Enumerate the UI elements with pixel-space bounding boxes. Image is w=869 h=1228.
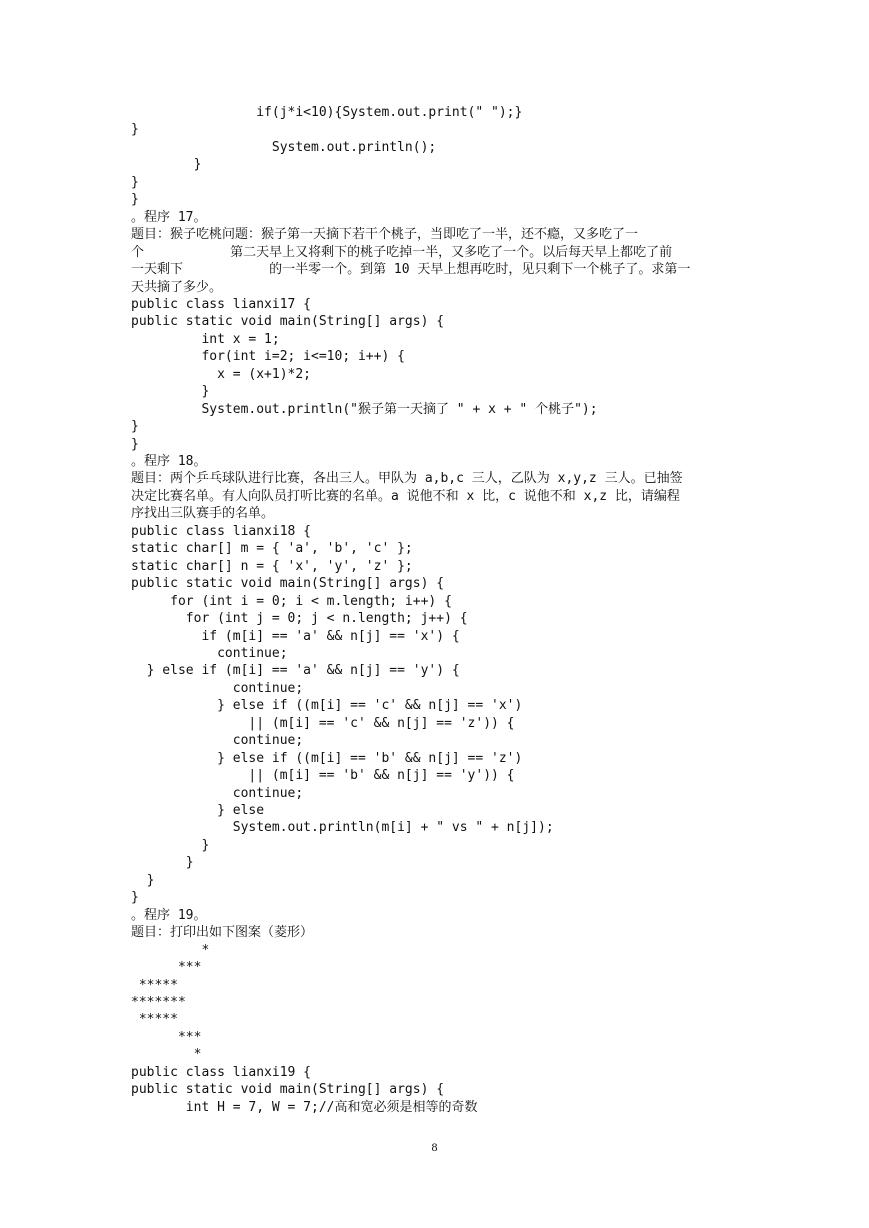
text-line: continue;	[131, 733, 304, 749]
text-line: public class lianxi18 {	[131, 523, 312, 539]
text-line: 。程序 19。	[131, 907, 207, 923]
text-line: continue;	[131, 680, 304, 696]
text-line: public static void main(String[] args) {	[131, 1082, 445, 1098]
text-line: }	[131, 872, 155, 888]
text-line: }	[131, 174, 139, 190]
text-line: || (m[i] == 'c' && n[j] == 'z')) {	[131, 715, 515, 731]
text-line: }	[131, 855, 194, 871]
text-line: }	[131, 436, 139, 452]
text-line: 。程序 17。	[131, 209, 207, 225]
text-line: ***	[131, 1029, 202, 1045]
text-line: public static void main(String[] args) {	[131, 314, 445, 330]
text-line: int H = 7, W = 7;//高和宽必须是相等的奇数	[131, 1099, 478, 1115]
text-line: x = (x+1)*2;	[131, 366, 312, 382]
text-line: }	[131, 837, 210, 853]
text-line: public class lianxi19 {	[131, 1064, 312, 1080]
text-line: } else if ((m[i] == 'b' && n[j] == 'z')	[131, 750, 523, 766]
text-line: }	[131, 384, 210, 400]
text-line: public class lianxi17 {	[131, 296, 312, 312]
text-line: continue;	[131, 645, 288, 661]
text-line: }	[131, 192, 139, 208]
text-line: *	[131, 942, 210, 958]
text-line: 题目：打印出如下图案（菱形）	[131, 925, 314, 941]
text-line: if(j*i<10){System.out.print(" ");}	[131, 105, 523, 120]
text-line: *****	[131, 1012, 178, 1028]
text-line: static char[] m = { 'a', 'b', 'c' };	[131, 541, 413, 557]
text-line: || (m[i] == 'b' && n[j] == 'y')) {	[131, 768, 515, 784]
text-line: } else	[131, 803, 265, 818]
text-line: for(int i=2; i<=10; i++) {	[131, 349, 405, 365]
text-line: }	[131, 157, 202, 173]
text-line: continue;	[131, 785, 304, 801]
text-line: System.out.println(m[i] + " vs " + n[j]);	[131, 820, 554, 836]
text-line: }	[131, 890, 139, 906]
text-line: *	[131, 1047, 202, 1063]
text-line: 个 第二天早上又将剩下的桃子吃掉一半，又多吃了一个。以后每天早上都吃了前	[131, 244, 673, 260]
text-line: for (int i = 0; i < m.length; i++) {	[131, 593, 452, 609]
text-line: int x = 1;	[131, 331, 280, 347]
text-line: if (m[i] == 'a' && n[j] == 'x') {	[131, 628, 460, 644]
text-line: System.out.println();	[131, 139, 437, 155]
text-line: } else if ((m[i] == 'c' && n[j] == 'x')	[131, 698, 523, 714]
text-line: 题目：两个乒乓球队进行比赛，各出三人。甲队为 a,b,c 三人，乙队为 x,y,z 三人。已抽签	[131, 471, 683, 487]
text-line: *******	[131, 994, 186, 1010]
text-line: } else if (m[i] == 'a' && n[j] == 'y') {	[131, 663, 460, 679]
text-line: 序找出三队赛手的名单。	[131, 506, 275, 522]
text-line: 决定比赛名单。有人向队员打听比赛的名单。a 说他不和 x 比，c 说他不和 x,z 比，请编程	[131, 488, 680, 504]
text-line: *****	[131, 977, 178, 993]
text-line: 。程序 18。	[131, 454, 207, 469]
text-line: for (int j = 0; j < n.length; j++) {	[131, 611, 468, 627]
text-line: 题目：猴子吃桃问题：猴子第一天摘下若干个桃子，当即吃了一半，还不瘾，又多吃了一	[131, 227, 639, 243]
text-line: static char[] n = { 'x', 'y', 'z' };	[131, 558, 413, 574]
page-number: 8	[431, 1140, 438, 1154]
text-line: ***	[131, 960, 202, 976]
text-line: public static void main(String[] args) {	[131, 576, 445, 592]
text-line: 天共摘了多少。	[131, 279, 223, 295]
text-line: }	[131, 419, 139, 435]
text-line: 一天剩下 的一半零一个。到第 10 天早上想再吃时，见只剩下一个桃子了。求第一	[131, 262, 691, 278]
text-line: System.out.println("猴子第一天摘了 " + x + " 个桃子");	[131, 401, 598, 417]
text-line: }	[131, 122, 139, 138]
